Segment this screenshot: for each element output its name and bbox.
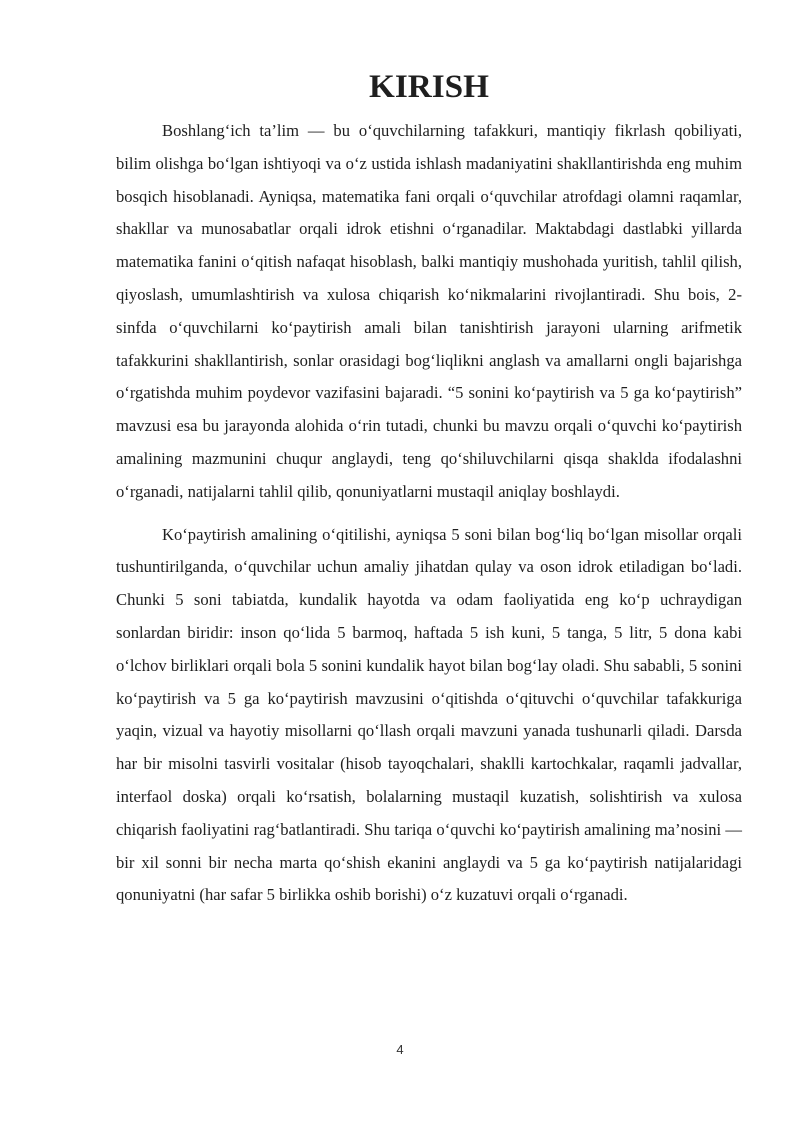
page-content bbox=[116, 68, 742, 912]
section-heading: KIRISH bbox=[369, 68, 489, 105]
paragraph-2: Ko‘paytirish amalining o‘qitilishi, ayniqsa 5 soni bilan bog‘liq bo‘lgan misollar orqali tushuntirilganda, o‘quvchilar uchun amaliy jihatdan qulay va oson idrok etiladigan bo‘ladi. Chunki 5 soni tabiatda, kundalik hayotda va odam faoliyatida eng ko‘p uchraydigan sonlardan biridir: inson qo‘lida 5 barmoq, haftada 5 ish kuni, 5 tanga, 5 litr, 5 dona kabi o‘lchov birliklari orqali bola 5 sonini kundalik hayot bilan bog‘lay oladi. Shu sababli, 5 sonini ko‘paytirish va 5 ga ko‘paytirish mavzusini o‘qitishda o‘qituvchi o‘quvchilar tafakkuriga yaqin, vizual va hayotiy misollarni qo‘llash orqali mavzuni yanada tushunarli qiladi. Darsda har bir misolni tasvirli vositalar (hisob tayoqchalari, shaklli kartochkalar, raqamli jadvallar, interfaol doska) orqali ko‘rsatish, bolalarning mustaqil kuzatish, solishtirish va xulosa chiqarish faoliyatini rag‘batlantiradi. Shu tariqa o‘quvchi ko‘paytirish amalining ma’nosini — bir xil sonni bir necha marta qo‘shish ekanini anglaydi va 5 ga ko‘paytirish natijalaridagi qonuniyatni (har safar 5 birlikka oshib borishi) o‘z kuzatuvi orqali o‘rganadi. bbox=[116, 524, 742, 905]
page-number: 4 bbox=[396, 1042, 404, 1057]
paragraph-1: Boshlang‘ich ta’lim — bu o‘quvchilarning tafakkuri, mantiqiy fikrlash qobiliyati, bilim olishga bo‘lgan ishtiyoqi va o‘z ustida ishlash madaniyatini shakllantirishda eng muhim bosqich hisoblanadi. Ayniqsa, matematika fani orqali o‘quvchilar atrofdagi olamni raqamlar, shakllar va munosabatlar orqali idrok etishni o‘rganadilar. Maktabdagi dastlabki yillarda matematika fanini o‘qitish nafaqat hisoblash, balki mantiqiy mushohada yuritish, tahlil qilish, qiyoslash, umumlashtirish va xulosa chiqarish ko‘nikmalarini rivojlantiradi. Shu bois, 2-sinfda o‘quvchilarni ko‘paytirish amali bilan tanishtirish jarayoni ularning arifmetik tafakkurini shakllantirish, sonlar orasidagi bog‘liqlikni anglash va amallarni ongli bajarishga o‘rgatishda muhim poydevor vazifasini bajaradi. “5 sonini ko‘paytirish va 5 ga ko‘paytirish” mavzusi esa bu jarayonda alohida o‘rin tutadi, chunki bu mavzu orqali o‘quvchi ko‘paytirish amalining mazmunini chuqur anglaydi, teng qo‘shiluvchilarni qisqa shaklda ifodalashni o‘rganadi, natijalarni tahlil qilib, qonuniyatlarni mustaqil aniqlay boshlaydi. bbox=[116, 121, 742, 501]
